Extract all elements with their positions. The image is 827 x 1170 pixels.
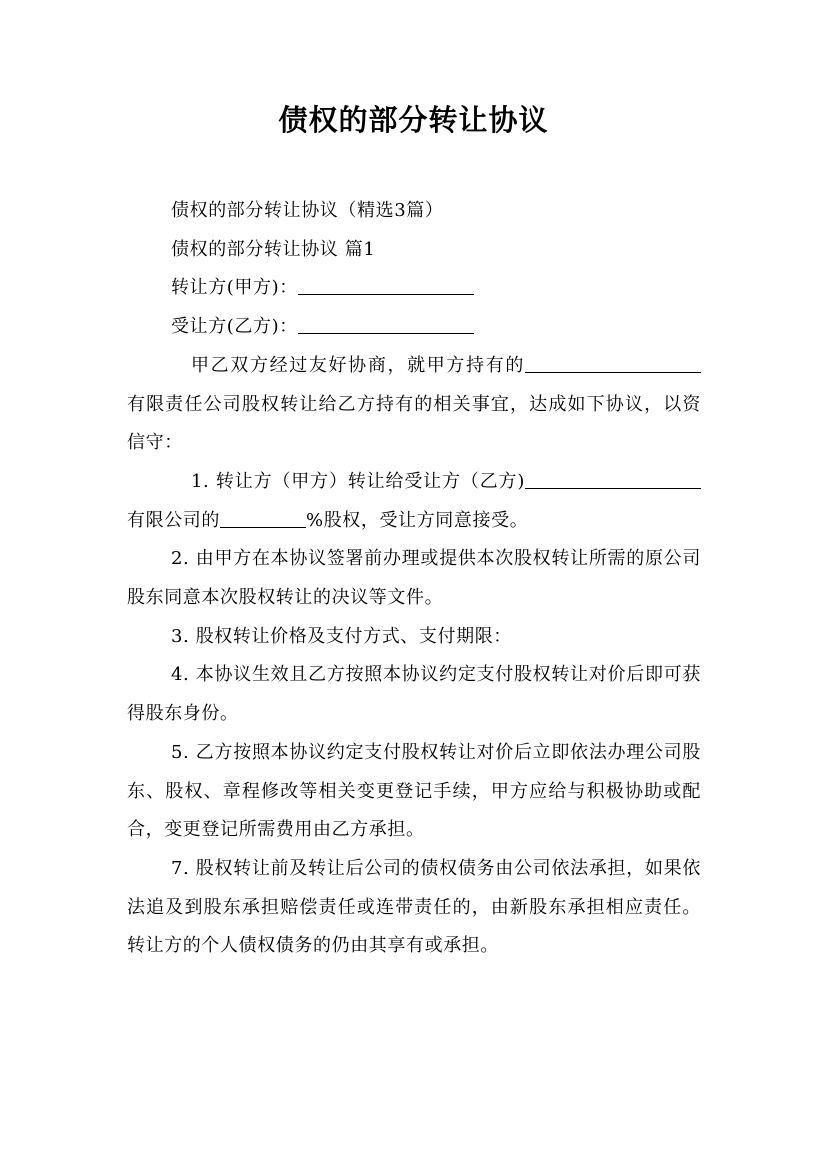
clause-4: 4. 本协议生效且乙方按照本协议约定支付股权转让对价后即可获得股东身份。 [127,664,701,725]
party-a-label: 转让方(甲方)： [171,277,298,299]
section-heading: 债权的部分转让协议 篇1 [171,238,376,260]
clause1-end: %股权，受让方同意接受。 [306,509,529,531]
document-body [127,192,701,966]
clause-1 [127,463,701,540]
clause-5: 5. 乙方按照本协议约定支付股权转让对价后立即依法办理公司股东、股权、章程修改等相关变更登记手续，甲方应给与积极协助或配合，变更登记所需费用由乙方承担。 [127,741,701,841]
document-subtitle: 债权的部分转让协议（精选3篇） [171,200,444,221]
party-b-label: 受让方(乙方)： [171,316,298,338]
company-blank [525,354,701,373]
document-title: 债权的部分转让协议 [278,103,549,137]
intro-paragraph [127,347,701,463]
party-b-line [127,308,701,347]
intro-start: 甲乙双方经过友好协商，就甲方持有的 [191,354,525,376]
clause1-mid: 有限公司的 [127,509,220,531]
clause1-company-blank [525,470,701,489]
party-a-blank [298,276,474,295]
clause-2: 2. 由甲方在本协议签署前办理或提供本次股权转让所需的原公司股东同意本次股权转让的决议等文件。 [127,548,701,609]
party-a-line [127,269,701,308]
clause-7: 7. 股权转让前及转让后公司的债权债务由公司依法承担，如果依法追及到股东承担赔偿责任或连带责任的，由新股东承担相应责任。转让方的个人债权债务的仍由其享有或承担。 [127,857,701,957]
clause1-percent-blank [220,509,306,528]
clause-3: 3. 股权转让价格及支付方式、支付期限： [171,625,512,647]
clause1-start: 1. 转让方（甲方）转让给受让方（乙方) [191,470,525,492]
party-b-blank [298,315,474,334]
intro-end: 有限责任公司股权转让给乙方持有的相关事宜，达成如下协议，以资信守： [127,393,701,454]
